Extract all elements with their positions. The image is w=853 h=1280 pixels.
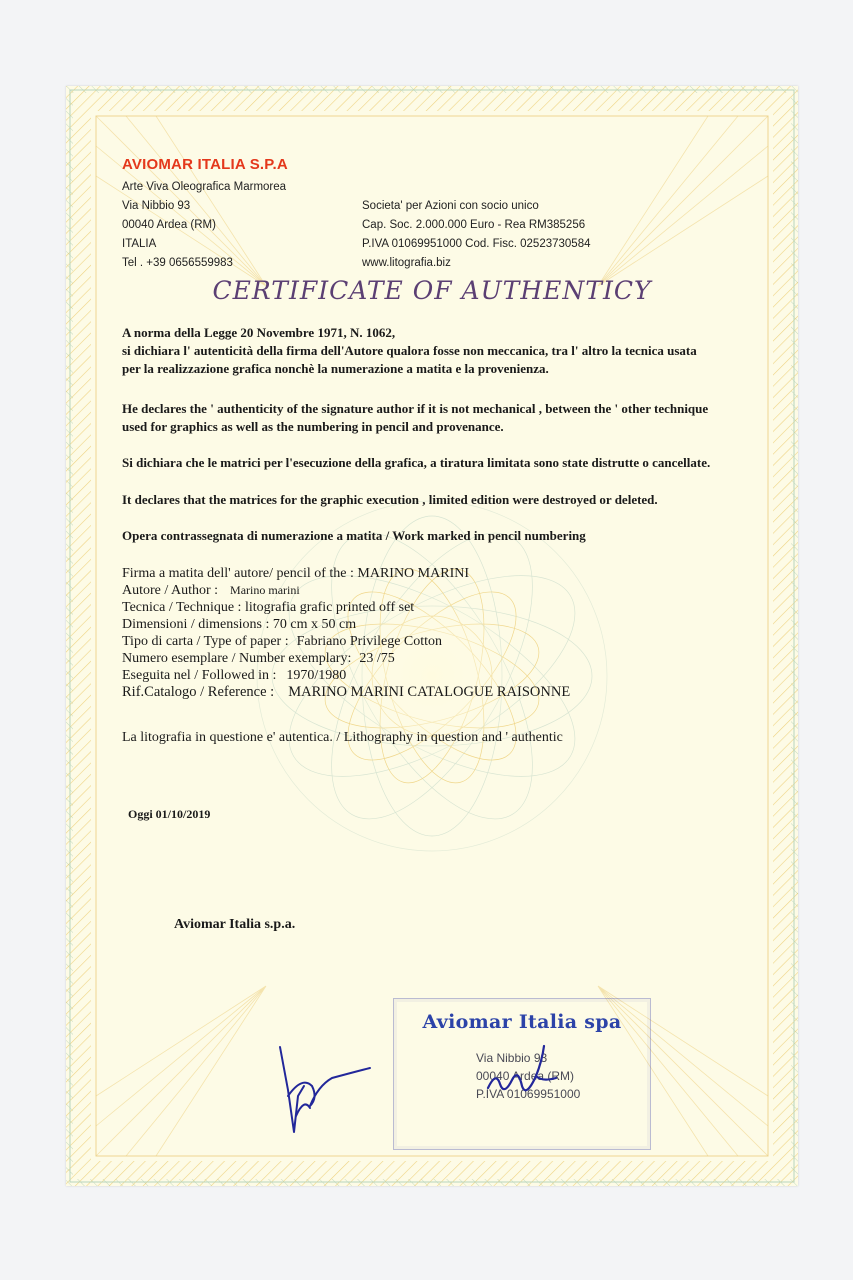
stamp-address-line: Via Nibbio 93 [476, 1051, 548, 1065]
company-name: AVIOMAR ITALIA S.P.A [122, 156, 288, 173]
numbering-text: Opera contrassegnata di numerazione a matita / Work marked in pencil numbering [122, 528, 586, 543]
english-declaration [122, 400, 782, 436]
author-value: Marino marini [230, 583, 300, 597]
artwork-details [122, 565, 762, 701]
catalog-label: Rif.Catalogo / Reference : [122, 684, 275, 700]
legal-line: P.IVA 01069951000 Cod. Fisc. 02523730584 [362, 238, 591, 250]
signature-label: Firma a matita dell' autore/ pencil of the : [122, 566, 358, 581]
law-paragraph [122, 324, 782, 378]
law-line: per la realizzazione grafica nonchè la numerazione a matita e la provenienza. [122, 361, 549, 376]
address-line: Arte Viva Oleografica Marmorea [122, 181, 287, 193]
legal-line: Societa' per Azioni con socio unico [362, 200, 539, 212]
authenticity-statement: La litografia in questione e' autentica. / Lithography in question and ' authentic [122, 730, 563, 745]
detail-executed [122, 667, 762, 684]
numbering-note [122, 527, 782, 545]
stamp-address-line: 00040 Ardea (RM) [476, 1069, 575, 1083]
catalog-value: MARINO MARINI CATALOGUE RAISONNE [288, 684, 571, 700]
detail-technique [122, 599, 762, 616]
issue-date: Oggi 01/10/2019 [128, 807, 211, 821]
detail-number [122, 650, 762, 667]
detail-author [122, 582, 762, 599]
declaration-line: used for graphics as well as the numbering in pencil and provenance. [122, 419, 504, 434]
technique-label: Tecnica / Technique : [122, 600, 245, 615]
law-line: si dichiara l' autenticità della firma dell'Autore qualora fosse non meccanica, tra l' altro la tecnica usata [122, 343, 697, 358]
dimensions-label: Dimensioni / dimensions : [122, 617, 273, 632]
matrices-english [122, 491, 782, 509]
stamp-title: Aviomar Italia spa [422, 1011, 622, 1033]
matrices-italian [122, 454, 782, 472]
website: www.litografia.biz [362, 257, 451, 269]
company-address [122, 178, 286, 273]
detail-signature [122, 565, 762, 582]
address-line: 00040 Ardea (RM) [122, 219, 216, 231]
stamp-vat-line: P.IVA 01069951000 [476, 1087, 581, 1101]
company-stamp [393, 998, 651, 1150]
dimensions-value: 70 cm x 50 cm [272, 617, 357, 632]
executed-label: Eseguita nel / Followed in : [122, 668, 277, 683]
certificate-title: CERTIFICATE OF AUTHENTICY [212, 276, 652, 305]
detail-catalog [122, 684, 762, 701]
detail-paper [122, 633, 762, 650]
detail-dimensions [122, 616, 762, 633]
technique-value: litografia grafic printed off set [244, 600, 415, 615]
declaration-line: He declares the ' authenticity of the signature author if it is not mechanical , between the ' other technique [122, 401, 709, 416]
address-line: ITALIA [122, 238, 157, 250]
matrices-english-text: It declares that the matrices for the graphic execution , limited edition were destroyed or deleted. [122, 492, 658, 507]
paper-label: Tipo di carta / Type of paper : [122, 634, 289, 649]
matrices-italian-text: Si dichiara che le matrici per l'esecuzione della grafica, a tiratura limitata sono state distrutte o cancellate. [122, 455, 711, 470]
signature-value: MARINO MARINI [357, 566, 470, 581]
address-line: Tel . +39 0656559983 [122, 257, 233, 269]
number-label: Numero esemplare / Number exemplary: [122, 651, 352, 666]
signature-mark-left [280, 1047, 370, 1132]
certificate-paper [66, 86, 798, 1186]
address-line: Via Nibbio 93 [122, 200, 191, 212]
company-legal-info [362, 197, 590, 273]
author-label: Autore / Author : [122, 583, 219, 598]
legal-line: Cap. Soc. 2.000.000 Euro - Rea RM385256 [362, 219, 586, 231]
number-value: 23 /75 [359, 651, 395, 666]
paper-value: Fabriano Privilege Cotton [296, 634, 443, 649]
executed-value: 1970/1980 [286, 668, 347, 683]
company-signature-name: Aviomar Italia s.p.a. [174, 917, 296, 932]
law-line: A norma della Legge 20 Novembre 1971, N. 1062, [122, 325, 396, 340]
